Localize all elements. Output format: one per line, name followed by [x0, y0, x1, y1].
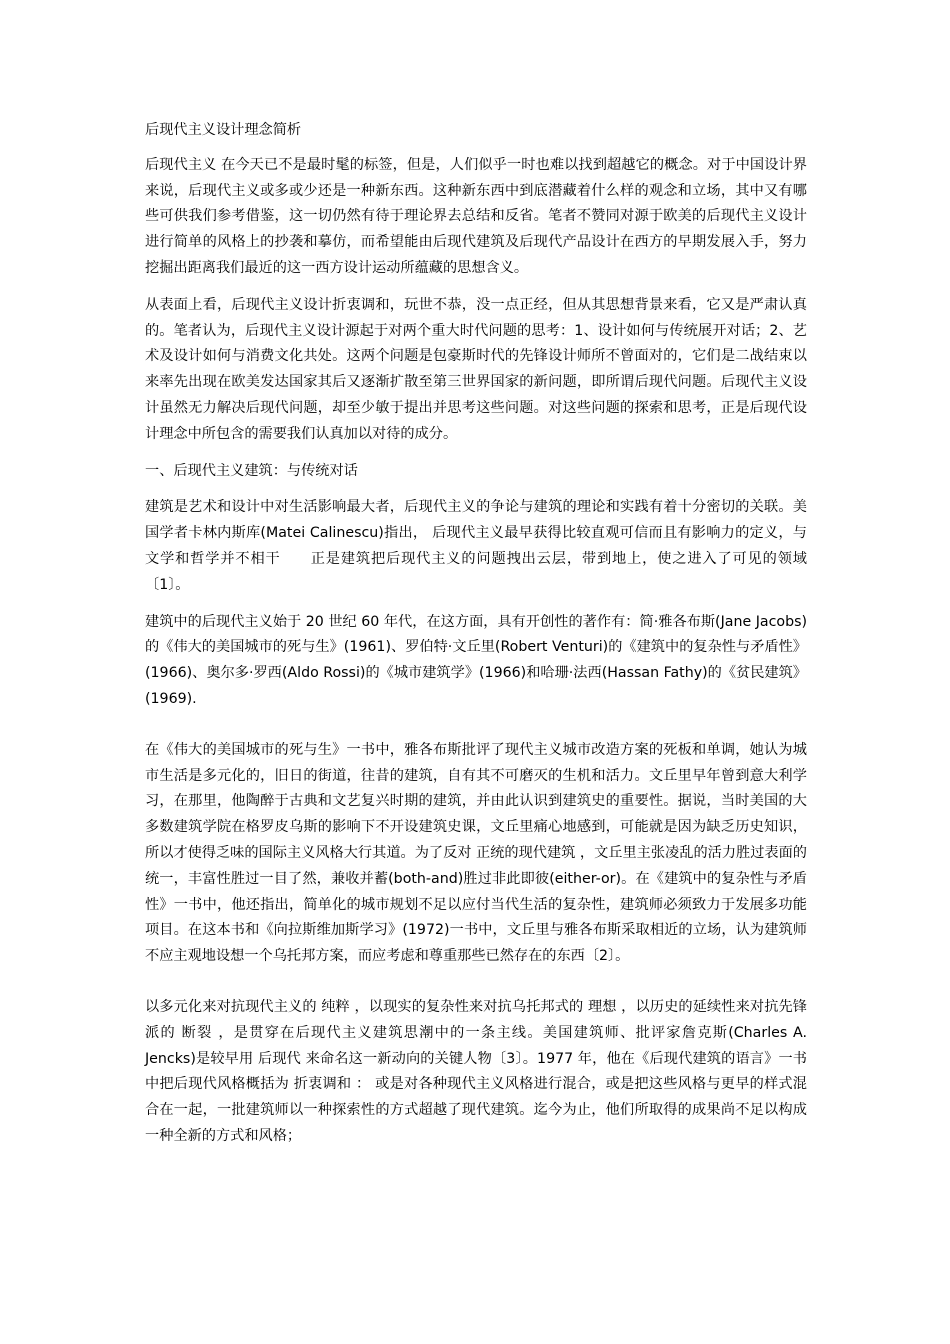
paragraph-background: 从表面上看，后现代主义设计折衷调和，玩世不恭，没一点正经，但从其思想背景来看，它又是严肃认真的。笔者认为，后现代主义设计源起于对两个重大时代问题的思考：1、设计如何与传统展开对话；2、艺术及设计如何与消费文化共处。这两个问题是包豪斯时代的先锋设计师所不曾面对的，它们是二战结束以来率先出现在欧美发达国家其后又逐渐扩散至第三世界国家的新问题，即所谓后现代问题。后现代主义设计虽然无力解决后现代问题，却至少敏于提出并思考这些问题。对这些问题的探索和思考，正是后现代设计理念中所包含的需要我们认真加以对待的成分。 [145, 296, 807, 442]
paragraph-origins: 建筑中的后现代主义始于 20 世纪 60 年代，在这方面，具有开创性的著作有：简·雅各布斯(Jane Jacobs)的《伟大的美国城市的死与生》(1961)、罗伯特·文丘里(Robert Venturi)的《建筑中的复杂性与矛盾性》(1966)、奥尔多·罗西(Aldo Rossi)的《城市建筑学》(1966)和哈珊·法西(Hassan Fathy)的《贫民建筑》(1969). [145, 613, 807, 707]
document-title: 后现代主义设计理念简析 [145, 122, 302, 138]
section-heading: 一、后现代主义建筑：与传统对话 [145, 462, 358, 479]
paragraph-architecture: 建筑是艺术和设计中对生活影响最大者，后现代主义的争论与建筑的理论和实践有着十分密切的关联。美国学者卡林内斯库(Matei Calinescu)指出， 后现代主义最早获得比较直观可信而且有影响力的定义，与文学和哲学并不相干 正是建筑把后现代主义的问题拽出云层，带到地上，使之进入了可见的领域 〔1〕。 [145, 499, 807, 593]
paragraph-intro: 后现代主义 在今天已不是最时髦的标签，但是，人们似乎一时也难以找到超越它的概念。对于中国设计界来说，后现代主义或多或少还是一种新东西。这种新东西中到底潜藏着什么样的观念和立场，其中又有哪些可供我们参考借鉴，这一切仍然有待于理论界去总结和反省。笔者不赞同对源于欧美的后现代主义设计进行简单的风格上的抄袭和摹仿，而希望能由后现代建筑及后现代产品设计在西方的早期发展入手，努力挖掘出距离我们最近的这一西方设计运动所蕴藏的思想含义。 [145, 156, 807, 276]
paragraph-jacobs-venturi: 在《伟大的美国城市的死与生》一书中，雅各布斯批评了现代主义城市改造方案的死板和单调，她认为城市生活是多元化的，旧日的街道，往昔的建筑，自有其不可磨灭的生机和活力。文丘里早年曾到意大利学习，在那里，他陶醉于古典和文艺复兴时期的建筑，并由此认识到建筑史的重要性。据说，当时美国的大多数建筑学院在格罗皮乌斯的影响下不开设建筑史课，文丘里痛心地感到，可能就是因为缺乏历史知识，所以才使得乏味的国际主义风格大行其道。为了反对 正统的现代建筑 ，文丘里主张凌乱的活力胜过表面的统一，丰富性胜过一目了然，兼收并蓄(both-and)胜过非此即彼(either-or)。在《建筑中的复杂性与矛盾性》一书中，他还指出，简单化的城市规划不足以应付当代生活的复杂性，建筑师必须致力于发展多功能项目。在这本书和《向拉斯维加斯学习》(1972)一书中，文丘里与雅各布斯采取相近的立场，认为建筑师不应主观地设想一个乌托邦方案，而应考虑和尊重那些已然存在的东西〔2〕。 [145, 741, 807, 965]
document-page [145, 118, 807, 1161]
paragraph-jencks: 以多元化来对抗现代主义的 纯粹 ，以现实的复杂性来对抗乌托邦式的 理想 ，以历史的延续性来对抗先锋派的 断裂 ，是贯穿在后现代主义建筑思潮中的一条主线。美国建筑师、批评家詹克斯(Charles A. Jencks)是较早用 后现代 来命名这一新动向的关键人物〔3〕。1977 年，他在《后现代建筑的语言》一书中把后现代风格概括为 折衷调和 ： 或是对各种现代主义风格进行混合，或是把这些风格与更早的样式混合在一起，一批建筑师以一种探索性的方式超越了现代建筑。迄今为止，他们所取得的成果尚不足以构成一种全新的方式和风格； [145, 998, 807, 1144]
